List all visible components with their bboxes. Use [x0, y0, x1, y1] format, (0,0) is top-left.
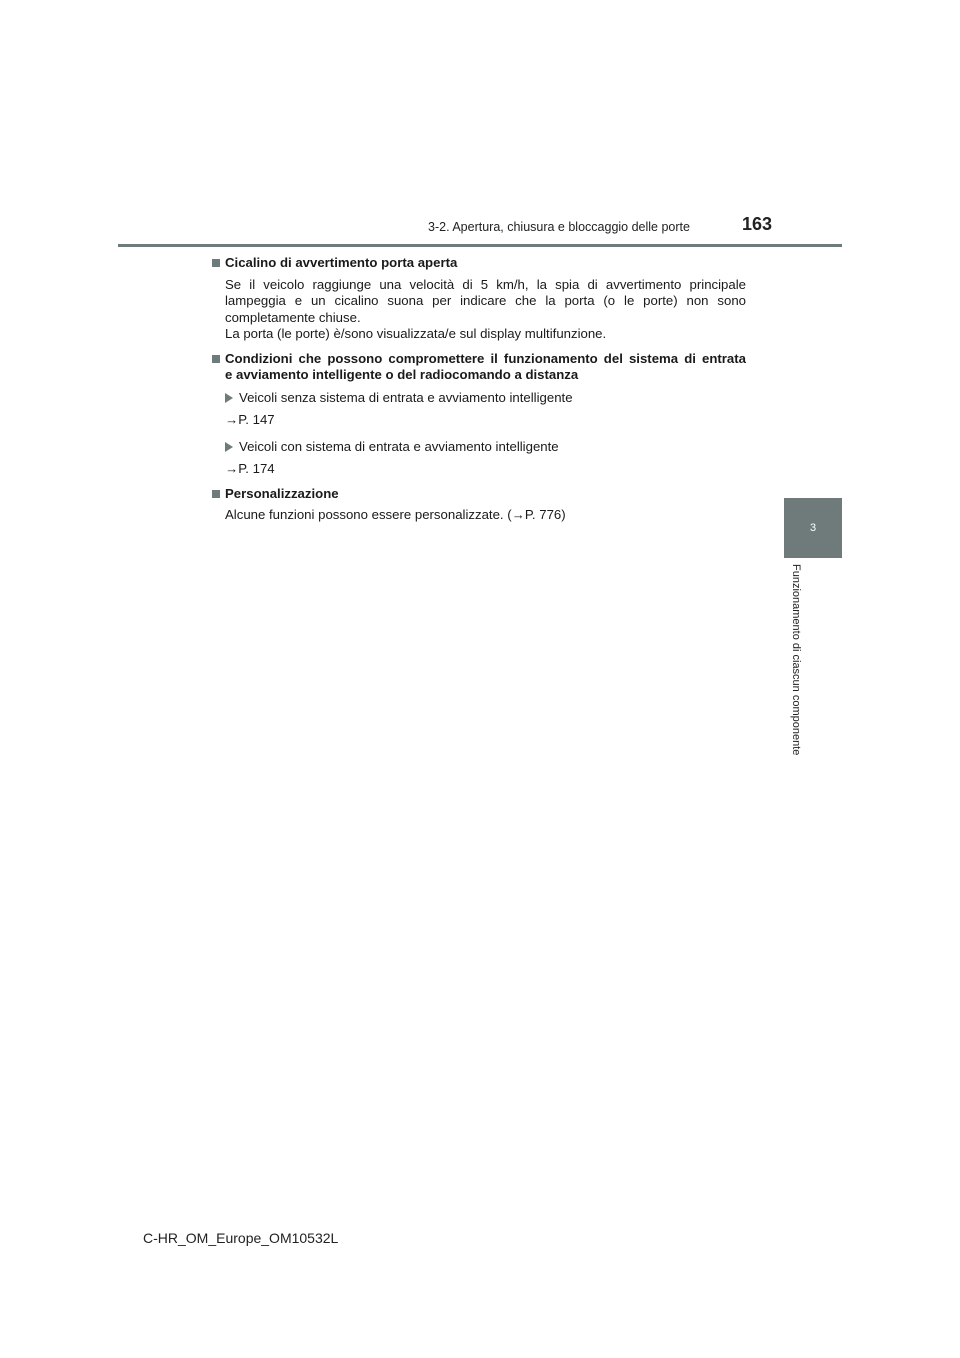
paragraph-line: Se il veicolo raggiunge una velocità di 5 km/h, la spia di avvertimento principale	[225, 276, 746, 292]
heading-text: Cicalino di avvertimento porta aperta	[225, 255, 458, 270]
page-number: 163	[742, 214, 773, 234]
triangle-bullet-icon	[225, 393, 233, 403]
section-heading	[212, 351, 746, 384]
item-text: Veicoli con sistema di entrata e avviamento intelligente	[239, 438, 559, 454]
section-heading	[212, 486, 746, 503]
section-paragraph	[212, 277, 746, 343]
heading-line: Condizioni che possono compromettere il funzionamento del sistema di entrata	[225, 350, 746, 366]
chapter-label: Funzionamento di ciascun componente	[790, 564, 802, 756]
chapter-number: 3	[809, 522, 817, 534]
header-section-title: 3-2. Apertura, chiusura e bloccaggio delle porte	[428, 220, 690, 234]
section-heading	[212, 255, 746, 272]
square-bullet-icon	[212, 355, 220, 363]
square-bullet-icon	[212, 259, 220, 267]
page-reference-link[interactable]: →P. 174	[225, 461, 275, 476]
item-text: Veicoli senza sistema di entrata e avviamento intelligente	[239, 389, 573, 405]
list-item	[212, 390, 746, 407]
list-item	[212, 439, 746, 456]
heading-text: Personalizzazione	[225, 485, 339, 501]
heading-line: e avviamento intelligente o del radiocomando a distanza	[225, 367, 579, 382]
paragraph-line: La porta (le porte) è/sono visualizzata/e sul display multifunzione.	[225, 326, 607, 341]
chapter-tab	[784, 498, 842, 558]
square-bullet-icon	[212, 490, 220, 498]
header-rule	[118, 244, 842, 247]
triangle-bullet-icon	[225, 442, 233, 452]
document-footer: C-HR_OM_Europe_OM10532L	[143, 1230, 339, 1246]
paragraph-line: lampeggia e un cicalino suona per indicare che la porta (o le porte) non sono	[225, 293, 746, 308]
page-content	[212, 255, 746, 524]
page-reference-link[interactable]: →P. 147	[225, 412, 275, 427]
chapter-label-container	[784, 564, 810, 796]
section-paragraph: Alcune funzioni possono essere personalizzate. (→P. 776)	[225, 507, 566, 522]
paragraph-line: completamente chiuse.	[225, 309, 361, 325]
